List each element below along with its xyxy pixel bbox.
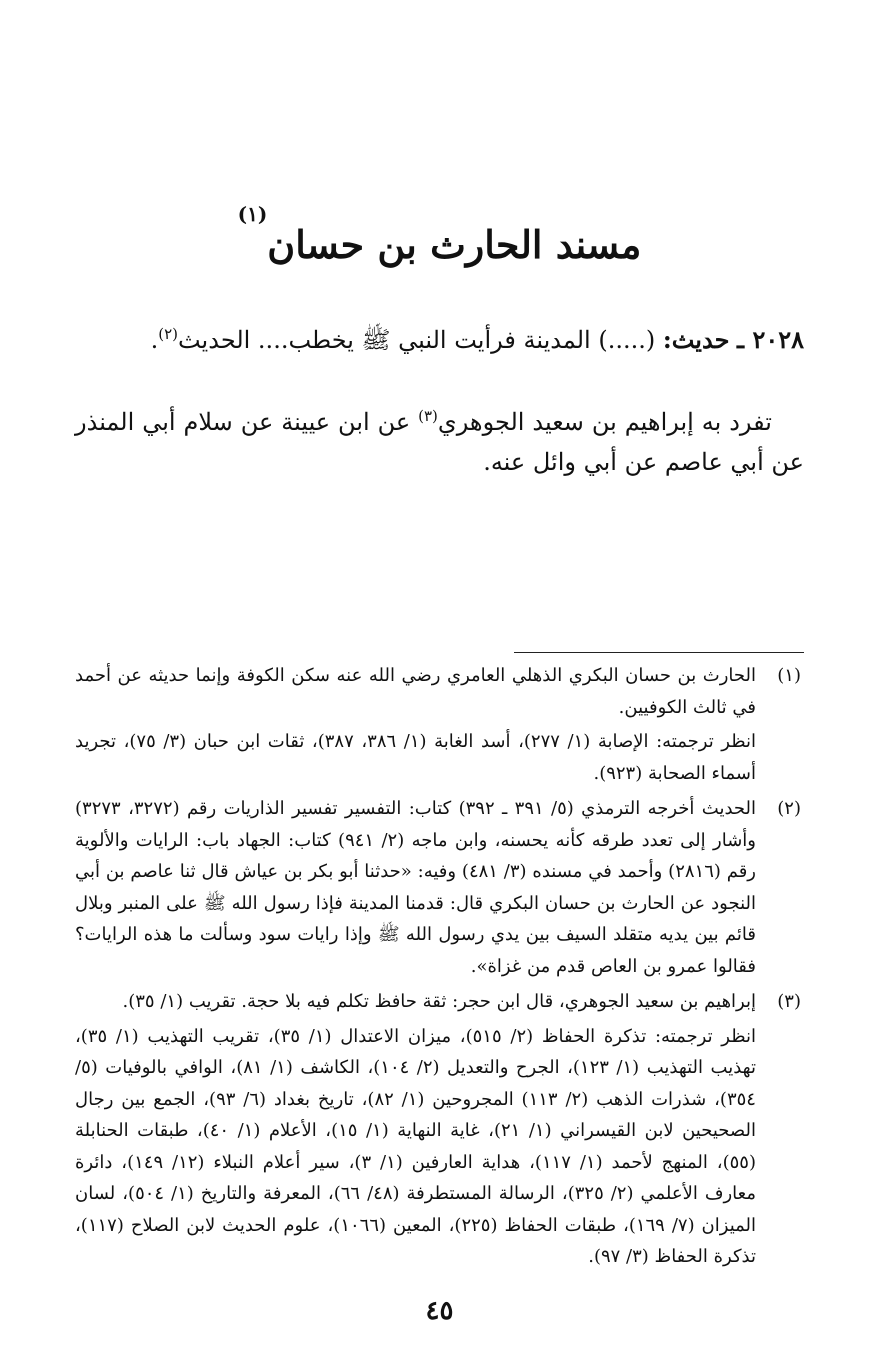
hadith-label: حديث: (662, 325, 730, 354)
hadith-text: (.....) المدينة فرأيت النبي ﷺ يخطب.... الحديث (177, 326, 656, 354)
commentary-footnote-ref: (٣) (418, 407, 438, 425)
footnote-text: إبراهيم بن سعيد الجوهري، قال ابن حجر: ثقة حافظ تكلم فيه بلا حجة. تقريب (١/ ٣٥). (122, 991, 756, 1012)
footnote-mark: (١) (777, 665, 801, 686)
section-title (0, 202, 879, 270)
hadith-entry (75, 320, 804, 360)
footnote-text: الحارث بن حسان البكري الذهلي العامري رضي الله عنه سكن الكوفة وإنما حديثه عن أحمد في ثالث الكوفيين. (75, 665, 757, 718)
section-title-text: مسند الحارث بن حسان (267, 222, 642, 267)
footnote-references: انظر ترجمته: تذكرة الحفاظ (٢/ ٥١٥)، ميزان الاعتدال (١/ ٣٥)، تقريب التهذيب (١/ ٣٥)، تهذيب التهذيب (١/ ١٢٣)، الجرح والتعديل (٢/ ١٠٤)، الكاشف (١/ ٨١)، الوافي بالوفيات (٥/ ٣٥٤)، شذرات الذهب (٢/ ١١٣) المجروحين (١/ ٨٢)، تاريخ بغداد (٦/ ٩٣)، الجمع بين رجال الصحيحين لابن القيسراني (١/ ٢١)، غاية النهاية (١/ ١٥)، الأعلام (١/ ٤٠)، طبقات الحنابلة (٥٥)، المنهج لأحمد (١/ ١١٧)، هداية العارفين (١/ ٣)، سير أعلام النبلاء (١٢/ ١٤٩)، دائرة معارف الأعلمي (٢/ ٣٢٥)، الرسالة المستطرفة (٤٨/ ٦٦)، المعرفة والتاريخ (١/ ٥٠٤)، لسان الميزان (٧/ ١٦٩)، طبقات الحفاظ (٢٢٥)، المعين (١٠٦٦)، علوم الحديث لابن الصلاح (١١٧)، تذكرة الحفاظ (٣/ ٩٧). (75, 1025, 757, 1267)
footnote (75, 986, 801, 1273)
footnote-text: الحديث أخرجه الترمذي (٥/ ٣٩١ ـ ٣٩٢) كتاب: التفسير تفسير الذاريات رقم (٣٢٧٢، ٣٢٧٣) وأشار إلى تعدد طرقه كأنه يحسنه، وابن ماجه (٢/ ٩٤١) كتاب: الجهاد باب: الرايات والألوية رقم (٢٨١٦) وأحمد في مسنده (٣/ ٤٨١) وفيه: «حدثنا أبو بكر بن عياش قال ثنا عاصم بن أبي النجود عن الحارث بن حسان البكري قال: قدمنا المدينة فإذا رسول الله ﷺ على المنبر وبلال قائم بين يديه متقلد السيف بين يدي رسول الله ﷺ وإذا رايات سود وسألت ما هذه الرايات؟ فقالوا عمرو بن العاص قدم من غزاة». (75, 798, 757, 977)
footnote-mark: (٢) (777, 798, 801, 819)
footnotes (75, 660, 801, 1277)
commentary-text-before: تفرد به إبراهيم بن سعيد الجوهري (437, 408, 772, 436)
page-number: ٤٥ (425, 1296, 454, 1326)
commentary-text-after: عن ابن عيينة عن سلام أبي المنذر عن أبي عاصم عن أبي وائل عنه. (75, 408, 804, 476)
commentary-paragraph (75, 402, 804, 482)
footnote-references: انظر ترجمته: الإصابة (١/ ٢٧٧)، أسد الغابة (١/ ٣٨٦، ٣٨٧)، ثقات ابن حبان (٣/ ٧٥)، تجريد أسماء الصحابة (٩٢٣). (75, 731, 756, 784)
hadith-footnote-ref: (٢) (158, 325, 178, 343)
footnote (75, 793, 801, 982)
hadith-number: ٢٠٢٨ ـ (737, 325, 804, 354)
footnote-separator (514, 652, 804, 653)
footnote (75, 660, 801, 789)
footnote-mark: (٣) (777, 991, 801, 1012)
hadith-end: . (150, 326, 159, 354)
title-footnote-ref: (١) (237, 202, 268, 226)
